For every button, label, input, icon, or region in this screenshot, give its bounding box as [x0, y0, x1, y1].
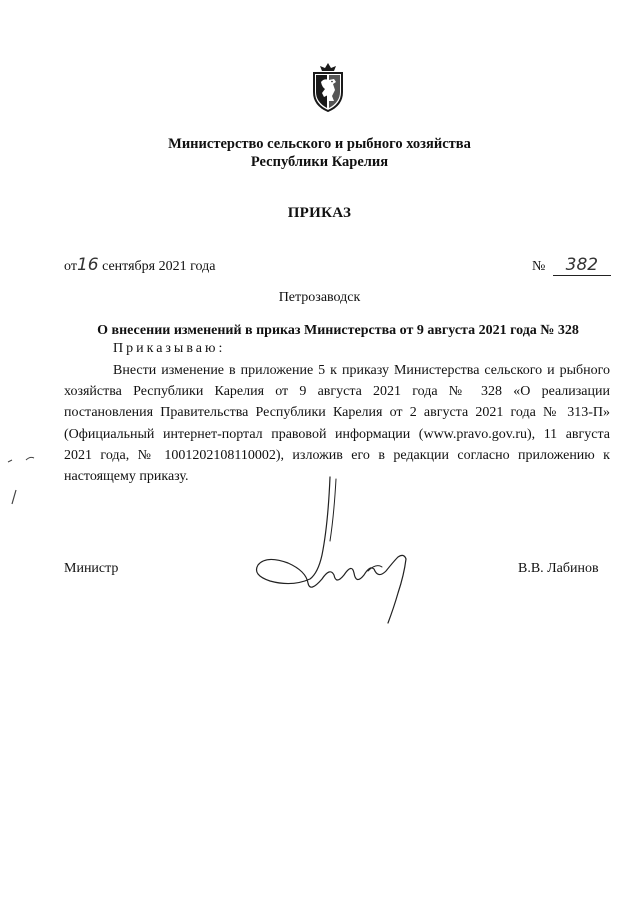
document-date [64, 255, 215, 275]
ministry-name-line2: Республики Карелия [250, 154, 389, 170]
order-word: Приказываю: [113, 341, 226, 356]
ministry-name-line1: Министерство сельского и рыбного хозяйства [168, 136, 471, 152]
document-title: ПРИКАЗ [287, 205, 352, 221]
document-subject: О внесении изменений в приказ Министерства от 9 августа 2021 года № 328 [97, 323, 579, 338]
margin-pen-marks [4, 450, 44, 510]
coat-of-arms-icon [310, 62, 346, 112]
date-rest: сентября 2021 года [102, 259, 216, 274]
date-prefix: от [64, 259, 77, 274]
document-body: Внести изменение в приложение 5 к приказу Министерства сельского и рыбного хозяйства Республики Карелия от 9 августа 2021 года № 328 «О реализации постановления Правительства Республики Карелия от 2 августа 2021 года № 313-П» (Официальный интернет-портал правовой информации (www.pravo.gov.ru), 11 августа 2021 года, № 1001202108110002), изложив его в редакции согласно приложению к настоящему приказу. [64, 363, 610, 485]
handwritten-signature [248, 475, 418, 625]
signatory-name: В.В. Лабинов [518, 561, 599, 576]
number-value-handwritten: 382 [553, 255, 611, 276]
document-number [532, 255, 611, 276]
number-prefix: № [532, 259, 546, 274]
city-name: Петрозаводск [278, 290, 361, 305]
date-day-handwritten: 16 [76, 255, 99, 275]
ministry-name [0, 135, 639, 171]
signatory-role: Министр [64, 561, 119, 576]
